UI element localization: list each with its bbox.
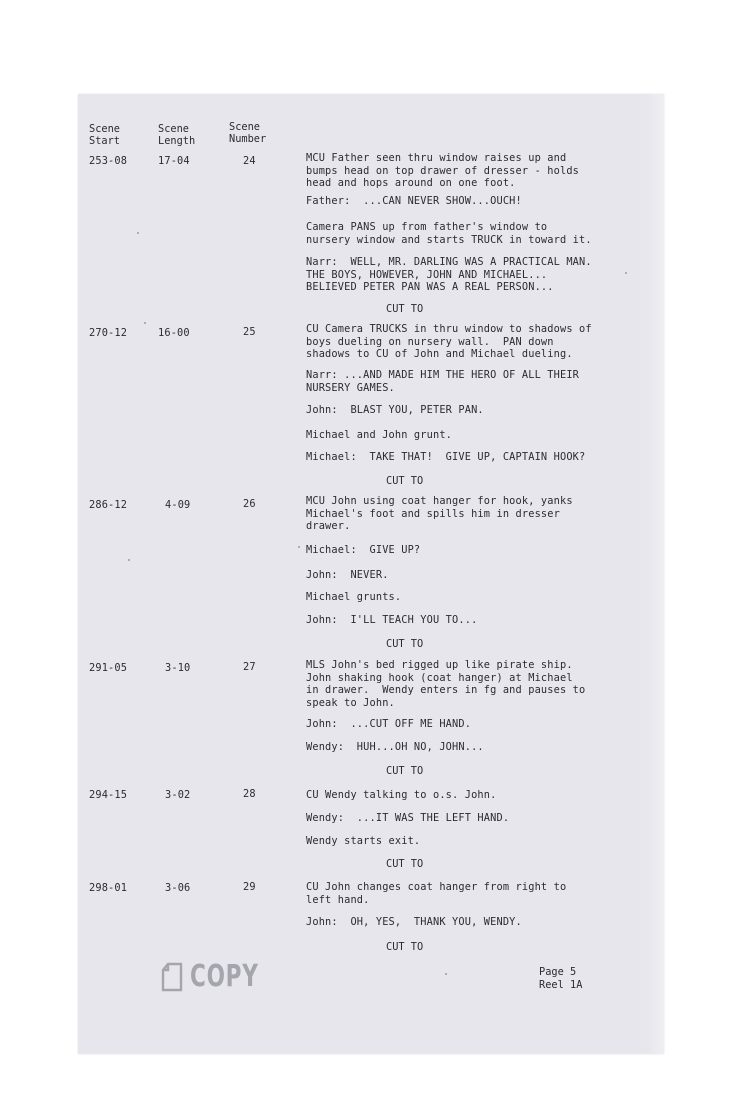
dialogue-line: Narr: ...AND MADE HIM THE HERO OF ALL THEIR NURSERY GAMES.: [306, 369, 580, 394]
header-scene-start: Scene Start: [89, 123, 120, 147]
scene-action: MLS John's bed rigged up like pirate ship. John shaking hook (coat hanger) at Michael in drawer. Wendy enters in fg and pauses to speak to John.: [306, 659, 586, 709]
scene-number: 27: [243, 661, 256, 673]
dialogue-line: Father: ...CAN NEVER SHOW...OUCH!: [306, 195, 522, 207]
page-number: Page 5: [539, 966, 577, 978]
scene-action: CU Wendy talking to o.s. John.: [306, 789, 497, 801]
dialogue-line: Narr: WELL, MR. DARLING WAS A PRACTICAL MAN. THE BOYS, HOWEVER, JOHN AND MICHAEL... BELIEVED PETER PAN WAS A REAL PERSON...: [306, 256, 592, 293]
scene-length: 17-04: [158, 155, 190, 167]
stamp-text: COPY: [190, 959, 259, 994]
scene-action: Wendy starts exit.: [306, 835, 421, 847]
reel-number: Reel 1A: [539, 979, 583, 991]
speck: [128, 559, 130, 561]
speck: [298, 546, 300, 548]
scene-action: Michael grunts.: [306, 591, 402, 603]
cut-to: CUT TO: [386, 638, 424, 650]
speck: [625, 272, 627, 274]
scene-length: 16-00: [158, 327, 190, 339]
scene-length: 4-09: [165, 499, 191, 511]
scene-start: 298-01: [89, 882, 128, 894]
document-icon: [160, 962, 184, 992]
copy-stamp: [160, 959, 285, 994]
header-scene-length: Scene Length: [158, 123, 196, 147]
dialogue-line: Michael: TAKE THAT! GIVE UP, CAPTAIN HOOK?: [306, 451, 586, 463]
cut-to: CUT TO: [386, 941, 424, 953]
dialogue-line: John: I'LL TEACH YOU TO...: [306, 614, 478, 626]
scene-number: 26: [243, 498, 256, 510]
dialogue-line: Wendy: ...IT WAS THE LEFT HAND.: [306, 812, 510, 824]
dialogue-line: John: OH, YES, THANK YOU, WENDY.: [306, 916, 522, 928]
scene-action: MCU Father seen thru window raises up and bumps head on top drawer of dresser - holds head and hops around on one foot.: [306, 152, 580, 189]
cut-to: CUT TO: [386, 765, 424, 777]
scene-number: 24: [243, 155, 256, 167]
scene-start: 270-12: [89, 327, 128, 339]
scene-number: 29: [243, 881, 256, 893]
scene-action: MCU John using coat hanger for hook, yanks Michael's foot and spills him in dresser drawer.: [306, 495, 573, 532]
scene-start: 291-05: [89, 662, 128, 674]
scene-action: CU Camera TRUCKS in thru window to shadows of boys dueling on nursery wall. PAN down shadows to CU of John and Michael dueling.: [306, 323, 592, 360]
speck: [144, 322, 146, 324]
scene-start: 253-08: [89, 155, 128, 167]
dialogue-line: John: BLAST YOU, PETER PAN.: [306, 404, 484, 416]
dialogue-line: John: NEVER.: [306, 569, 389, 581]
scene-start: 294-15: [89, 789, 128, 801]
dialogue-line: Wendy: HUH...OH NO, JOHN...: [306, 741, 484, 753]
scene-action: Michael and John grunt.: [306, 429, 453, 441]
cut-to: CUT TO: [386, 858, 424, 870]
cut-to: CUT TO: [386, 475, 424, 487]
scene-length: 3-10: [165, 662, 191, 674]
cut-to: CUT TO: [386, 303, 424, 315]
header-scene-number: Scene Number: [229, 121, 267, 145]
scene-start: 286-12: [89, 499, 128, 511]
speck: [137, 232, 139, 234]
scene-length: 3-06: [165, 882, 191, 894]
dialogue-line: John: ...CUT OFF ME HAND.: [306, 718, 472, 730]
scene-number: 28: [243, 788, 256, 800]
scene-length: 3-02: [165, 789, 191, 801]
speck: [445, 973, 447, 975]
dialogue-line: Michael: GIVE UP?: [306, 544, 421, 556]
scene-number: 25: [243, 326, 256, 338]
scene-action: CU John changes coat hanger from right to left hand.: [306, 881, 567, 906]
scene-action: Camera PANS up from father's window to nursery window and starts TRUCK in toward it.: [306, 221, 592, 246]
